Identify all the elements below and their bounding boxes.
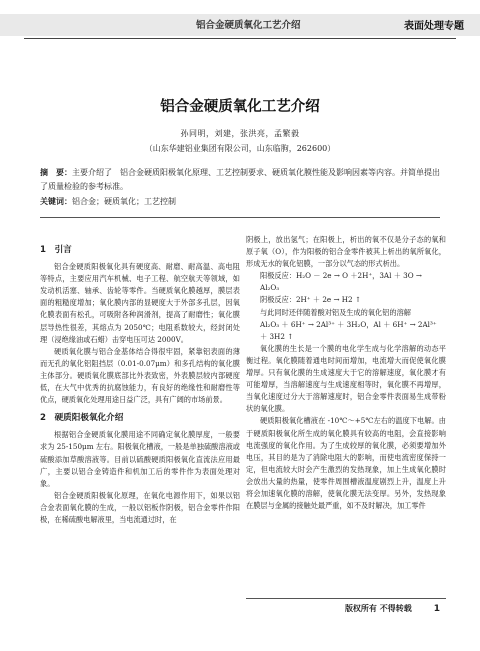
keywords-label: 关键词：	[40, 197, 72, 206]
article-title: 铝合金硬质氧化工艺介绍	[160, 99, 320, 115]
footer-divider	[246, 598, 446, 599]
right-column	[246, 234, 446, 512]
cathode-reaction-equation: 阴极反应：2H⁺ ＋ 2e → H2 ↑	[260, 295, 361, 305]
section-heading-introduction: 1 引言	[40, 245, 72, 255]
paragraph: 硬质阳极氧化槽液在 -10℃～+5℃左右的温度下电解。由于硬质阳极氧化所生成的氧化膜具有较高的电阻，会直接影响电流强度的氧化作用。为了生成较厚的氧化膜，必须要增加外电压，其目的是为了消除电阻大的影响，而使电流密度保持一定，但电流较大时会产生激烈的发热现象，加上生成氧化膜时会放出大量的热量，使零件周围槽液温度剧烈上升，温度上升将会加速氧化膜的溶解，使氧化膜无法变厚。另外，发热现象在膜层与金属的接触处最严重，如不及时解决，加工零件	[246, 416, 446, 511]
abstract-label: 摘 要：	[40, 168, 72, 177]
abstract-text: 主要介绍了 铝合金硬质阳极氧化原理、工艺控制要求、硬质氧化膜性能及影响因素等内容。并简单提出了质量检验的参考标准。	[40, 168, 440, 191]
running-title: 铝合金硬质氧化工艺介绍	[196, 20, 301, 31]
keywords	[40, 196, 440, 208]
abstract-divider	[40, 217, 440, 218]
left-column	[40, 234, 240, 526]
anode-reaction-equation: 阳极反应：H₂O － 2e → O ＋2H⁺，3Al ＋ 3O →	[260, 271, 422, 281]
paragraph: 氧化膜的生长是一个膜的电化学生成与化学溶解的动态平衡过程。氧化膜随着通电时间而增加，电流增大而促使氧化膜增厚。只有氧化膜的生成速度大于它的溶解速度，氧化膜才有可能增厚，当溶解速度与生成速度相等时，氧化膜不再增厚，当氧化速度过分大于溶解速度时，铝合金零件表面易生成带粉状的氧化膜。	[246, 343, 446, 414]
section-heading-hard-anodizing: 2 硬质阳极氧化介绍	[40, 413, 124, 424]
dissolution-equation: Al₂O₃ ＋ 6H⁺ → 2Al³⁺ ＋ 3H₂O，Al ＋ 6H⁺ → 2Al³⁺	[260, 319, 437, 329]
page-number: 1	[433, 604, 440, 614]
anode-reaction-equation-cont: Al₂O₃	[260, 283, 280, 293]
article-authors: 孙同明，刘建，张洪亮，孟繁毅	[180, 129, 300, 138]
running-header	[0, 14, 480, 36]
paragraph: 硬质氧化膜与铝合金基体结合得很牢固，紧靠铝表面的薄而无孔的氧化铝阻挡层（0.01-0.07μm）和多孔结构的氧化膜主体部分。硬质氧化膜底部比外表致密，外表膜层较内部硬度低，在大气中优秀的抗腐蚀能力，有良好的绝缘性和耐磨性等优点，硬质氧化处理用途日益广泛，具有广阔的市场前景。	[40, 346, 240, 405]
dissolution-intro: 与此同时还伴随着酸对铝及生成的氧化铝的溶解	[260, 307, 411, 317]
paragraph: 根据铝合金硬质氧化膜用途不同确定氧化膜厚度，一般要求为 25-150μm 左右。阳极氧化槽液，一般是单独硫酸溶液或硫酸添加草酸溶液等。目前以硫酸硬质阳极氧化直流法应用最广，主要以铝合金铸造件和机加工后的零件作为表面处理对象。	[40, 430, 240, 488]
paragraph: 阴极上，放出氢气；在阳极上，析出的氧不仅是分子态的氧和原子氧（O），作为阳极的铝合金零件被其上析出的氧所氧化，形成无水的氧化铝膜，一部分以气态的形式析出。	[246, 235, 446, 269]
paragraph: 铝合金硬质阳极氧化原理，在氧化电源作用下，如果以铝合金表面氧化膜的生成，一般以铝板作阴极，铝合金零件作阳极，在稀硫酸电解液里，当电流通过时，在	[40, 490, 240, 524]
header-divider	[24, 38, 456, 39]
dissolution-equation-cont: ＋ 3H2 ↑	[260, 331, 294, 341]
article-affiliation: （山东华建铝业集团有限公司，山东临朐，262600）	[144, 144, 336, 153]
copyright-notice: 版权所有 不得转载	[344, 603, 412, 613]
page-footer	[345, 603, 440, 614]
keywords-text: 铝合金；硬质氧化；工艺控制	[72, 197, 176, 206]
section-label: 表面处理专题	[404, 21, 464, 32]
paragraph: 铝合金硬质阳极氧化具有硬度高、耐磨、耐高温、高电阻等特点，主要应用汽车机械、电子工程、航空航天等领域，如发动机活塞、轴承、齿轮等零件。当硬质氧化膜越厚，膜层表面的粗糙度增加；氧化膜内部的显硬度大于外部多孔层，因氧化膜表面有松孔，可吸附各种润滑剂，提高了耐磨性；氧化膜层导热性很差，其熔点为 2050℃；电阻系数较大，经封闭处理（浸绝缘油或石蜡）击穿电压可达 2000V。	[40, 262, 240, 344]
abstract	[40, 166, 440, 194]
